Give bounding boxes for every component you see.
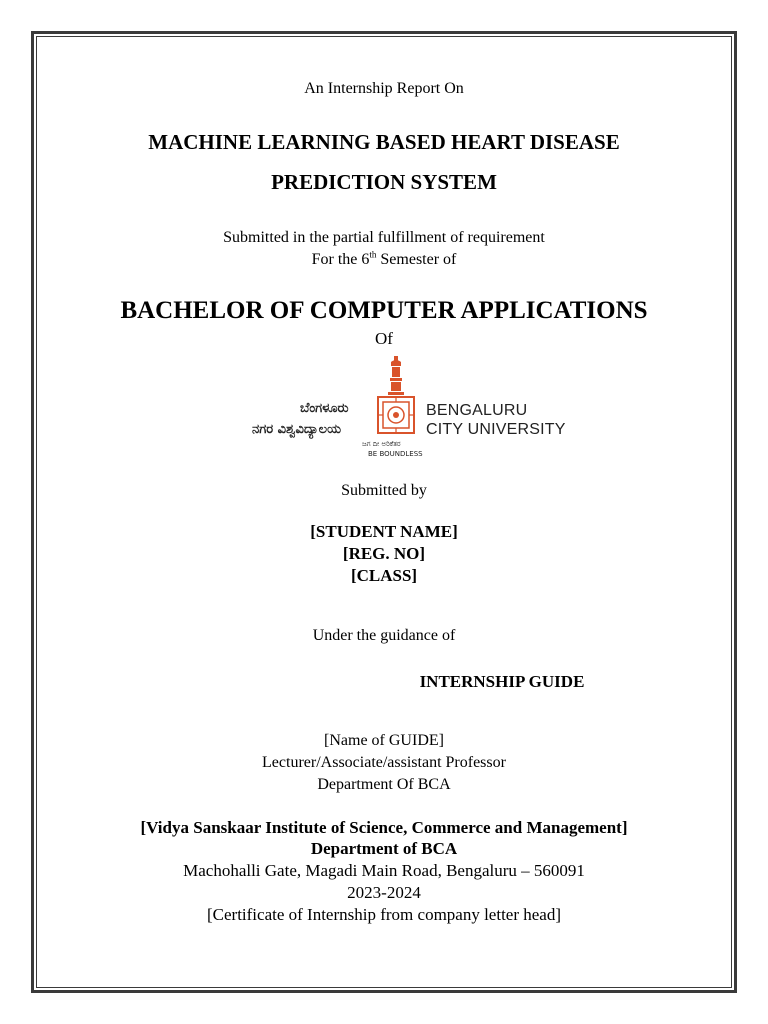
university-kannada-line1: ಬೆಂಗಳೂರು <box>300 401 349 416</box>
university-logo <box>250 356 570 462</box>
of-label: Of <box>375 329 393 348</box>
guidance-label: Under the guidance of <box>312 627 456 644</box>
report-title-line2: PREDICTION SYSTEM <box>271 170 497 194</box>
student-name: [STUDENT NAME] <box>310 522 458 541</box>
guide-heading: INTERNSHIP GUIDE <box>419 672 585 691</box>
guide-name: [Name of GUIDE] <box>324 732 444 749</box>
university-name-line2: CITY UNIVERSITY <box>426 421 566 438</box>
guide-department: Department Of BCA <box>317 776 451 793</box>
university-tagline-kannada: ಜಗ ದೀ ಅರಿಕೆತರ <box>362 440 401 448</box>
university-name-line1: BENGALURU <box>426 402 528 419</box>
institute-department: Department of BCA <box>310 839 458 858</box>
submitted-requirement: Submitted in the partial fulfillment of requirement <box>223 229 545 246</box>
institute-name: [Vidya Sanskaar Institute of Science, Commerce and Management] <box>140 818 628 837</box>
academic-year: 2023-2024 <box>347 883 421 902</box>
guide-designation: Lecturer/Associate/assistant Professor <box>262 754 506 771</box>
semester-line: For the 6th Semester of <box>311 249 457 268</box>
degree-title: BACHELOR OF COMPUTER APPLICATIONS <box>120 297 648 324</box>
university-kannada-line2: ನಗರ ವಿಶ್ವವಿದ್ಯಾಲಯ <box>252 422 342 437</box>
student-class: [CLASS] <box>350 566 418 585</box>
report-intro: An Internship Report On <box>304 80 464 97</box>
report-title-line1: MACHINE LEARNING BASED HEART DISEASE <box>148 130 620 154</box>
student-reg-no: [REG. NO] <box>342 544 426 563</box>
university-emblem-icon <box>377 356 415 434</box>
submitted-by-label: Submitted by <box>341 482 427 499</box>
certificate-note: [Certificate of Internship from company letter head] <box>206 905 562 924</box>
institute-address: Machohalli Gate, Magadi Main Road, Bengaluru – 560091 <box>183 861 585 880</box>
university-tagline: BE BOUNDLESS <box>368 450 423 458</box>
